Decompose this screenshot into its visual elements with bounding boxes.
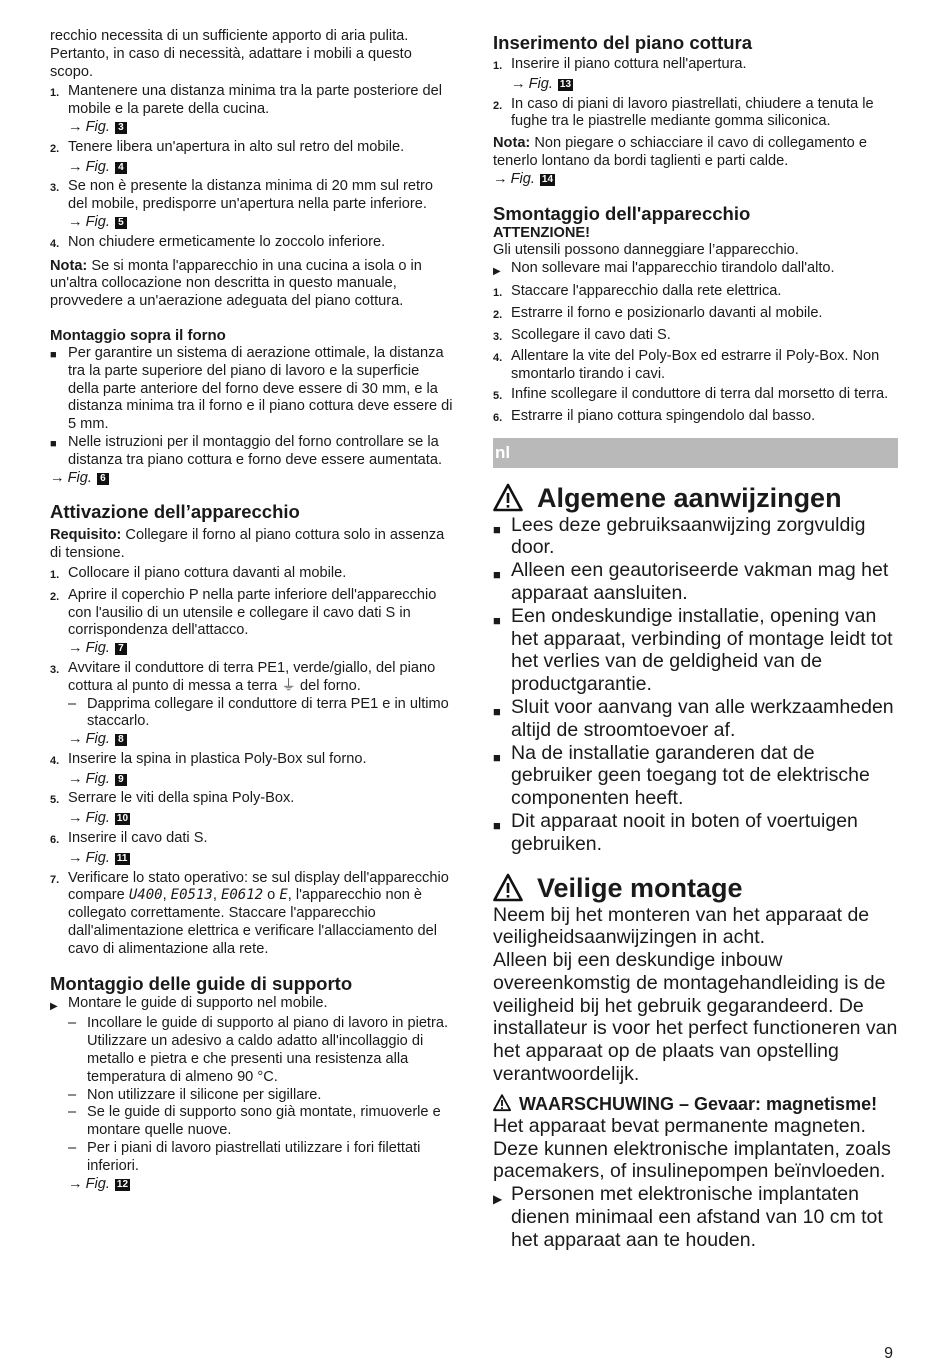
heading-algemene: [493, 482, 898, 514]
arrow-icon: →: [68, 158, 83, 175]
step-text-content: Se non è presente la distanza minima di 20 mm sul retro del mobile, predisporre un'apertura nella parte inferiore.: [68, 178, 434, 213]
fig-label: Fig.: [85, 849, 110, 866]
step-number: 2.: [50, 142, 60, 155]
step-text-content: In caso di piani di lavoro piastrellati, chiudere a tenuta le fughe tra le piastrelle mediante gomma siliconica.: [511, 95, 874, 130]
warning-icon: [493, 483, 523, 513]
heading-text: Algemene aanwijzingen: [537, 482, 842, 513]
requisito-text: Collegare il forno al piano cottura solo in assenza di tensione.: [50, 527, 445, 562]
steps-list-1: [50, 83, 454, 253]
requisito-label: Requisito:: [50, 527, 122, 544]
nota-text: Se si monta l'apparecchio in una cucina a isola o in un'altra collocazione non descritta in questo manuale, provvedere a un'aerazione adeguata del piano cottura.: [50, 257, 422, 310]
step-text-content: Aprire il coperchio P nella parte inferiore dell'apparecchio con l'ausilio di un utensile e collegare il cavo dati S in corrispondenza dell'attacco.: [68, 586, 437, 639]
step-text: [68, 660, 454, 696]
fig-number: 7: [115, 643, 127, 655]
fig-label: Fig.: [85, 118, 110, 135]
numbered-step: [493, 408, 898, 428]
square-bullet-icon: ■: [493, 567, 501, 583]
waarschuwing-paragraph: Het apparaat bevat permanente magneten. Deze kunnen elektronische implantaten, zoals pacemakers, of insulinepompen beïnvloeden.: [493, 1114, 891, 1183]
numbered-step: [50, 178, 454, 214]
nota-1: [50, 258, 454, 311]
figure-reference: [50, 214, 454, 232]
fig-number: 10: [116, 813, 129, 825]
fig-number: 3: [115, 122, 127, 134]
numbered-step: [50, 660, 454, 696]
figure-reference: [50, 771, 454, 789]
step-text-content: Allentare la vite del Poly-Box ed estrarre il Poly-Box. Non smontarlo tirando i cavi.: [511, 348, 880, 383]
square-bullet-icon: ■: [50, 437, 57, 450]
bullet-text: Na de installatie garanderen dat de gebruiker geen toegang tot de elektrische componenten heeft.: [511, 741, 870, 810]
dash-text: Per i piani di lavoro piastrellati utilizzare i fori filettati inferiori.: [87, 1140, 421, 1174]
bullet-item: [493, 605, 898, 696]
figure-reference: [50, 810, 454, 828]
step-text: [511, 348, 898, 384]
figure-reference: [493, 171, 898, 189]
veilige-paragraph-2: Alleen bij een deskundige inbouw overeenkomstig de montagehandleiding is de veiligheid bij het gebruik gegarandeerd. De installateur is voor het perfect functioneren van het apparaat op de plaats van opstelling verantwoordelijk.: [493, 949, 898, 1086]
step7-text-a: Verificare lo stato operativo: se sul display dell'apparecchio compare: [68, 869, 449, 904]
dash-icon: –: [68, 1104, 77, 1121]
action-item: [50, 995, 454, 1016]
display-code: E: [279, 887, 288, 904]
fig-label: Fig.: [85, 810, 110, 827]
square-bullet-icon: ■: [493, 703, 501, 719]
step-text-content: Inserire il piano cottura nell'apertura.: [511, 56, 747, 72]
heading-text: Veilige montage: [537, 872, 743, 903]
guide-dashes: [50, 1015, 454, 1175]
arrow-icon: →: [68, 770, 83, 787]
algemene-bullets: [493, 514, 898, 856]
separator: o: [263, 887, 280, 904]
heading-waarschuwing: [493, 1094, 898, 1115]
dash-text: Non utilizzare il silicone per sigillare.: [87, 1086, 322, 1103]
att-steps-list: [50, 565, 454, 696]
ins-steps-list: [493, 56, 898, 131]
bullet-item: [50, 345, 454, 434]
attenzione-label: ATTENZIONE!: [493, 224, 591, 241]
smo-steps-list: [493, 283, 898, 428]
page-number: 9: [884, 1345, 893, 1362]
numbered-step: [493, 386, 898, 406]
step-text: [511, 408, 898, 428]
step-text-content: Avvitare il conduttore di terra PE1, verde/giallo, del piano cottura al punto di messa a terra ⏚ del forno.: [68, 659, 436, 694]
step-number: 2.: [493, 308, 503, 321]
dash-item: [50, 1140, 454, 1176]
figure-reference: [50, 1176, 454, 1194]
dash-text: Incollare le guide di supporto al piano di lavoro in pietra. Utilizzare un adesivo a caldo adatto all'incollaggio di metallo e pietra e che presenti una resistenza alla temperatura di almeno 90 °C.: [87, 1015, 449, 1085]
nota-label: Nota:: [50, 257, 88, 274]
fig-label: Fig.: [85, 213, 110, 230]
step-number: 2.: [493, 99, 503, 112]
step-number: 3.: [50, 663, 60, 676]
step-text-content: Collocare il piano cottura davanti al mobile.: [68, 564, 347, 581]
action-item: [493, 1183, 898, 1251]
fig-label: Fig.: [85, 731, 110, 748]
dash-item: [50, 1015, 454, 1086]
dash-icon: –: [68, 1015, 77, 1032]
arrow-icon: →: [68, 1175, 83, 1192]
numbered-step: [50, 830, 454, 850]
dash-item: [50, 1087, 454, 1105]
att-steps-list-2: [50, 751, 454, 868]
step-text: [68, 139, 454, 159]
bullet-item: [493, 559, 898, 605]
arrow-icon: →: [493, 170, 508, 187]
step-number: 1.: [50, 568, 60, 581]
bullet-text: Per garantire un sistema di aerazione ottimale, la distanza tra la parte superiore del piano di lavoro e la superficie della parte anteriore del forno deve essere di 30 mm, e la distanza minima tra il forno e il piano cottura deve essere di 5 mm.: [68, 344, 453, 433]
heading-montaggio-forno: Montaggio sopra il forno: [50, 326, 226, 344]
heading-inserimento: Inserimento del piano cottura: [493, 32, 753, 53]
step-number: 6.: [50, 834, 60, 847]
figure-reference: [50, 159, 454, 177]
dash-text: Dapprima collegare il conduttore di terra PE1 e in ultimo staccarlo.: [87, 695, 449, 730]
bullet-item: [493, 810, 898, 856]
dash-text: Se le guide di supporto sono già montate, rimuoverle e montare quelle nuove.: [87, 1104, 441, 1139]
dash-item: [50, 1104, 454, 1140]
heading-veilige: [493, 872, 898, 904]
fig-number: 11: [116, 852, 128, 864]
dash-item: [50, 696, 454, 732]
step-text-content: Non chiudere ermeticamente lo zoccolo inferiore.: [68, 233, 386, 250]
numbered-step: [493, 96, 898, 132]
step-text-content: Serrare le viti della spina Poly-Box.: [68, 790, 295, 807]
step-number: 1.: [493, 286, 503, 299]
step-number: 7.: [50, 873, 60, 886]
bullet-item: [50, 434, 454, 470]
forno-bullets: [50, 345, 454, 470]
heading-text: WAARSCHUWING – Gevaar: magnetisme!: [519, 1093, 878, 1114]
fig-label: Fig.: [510, 170, 535, 187]
step-text: [68, 178, 454, 214]
veilige-paragraph-1: Neem bij het monteren van het apparaat de veiligheidsaanwijzingen in acht.: [493, 903, 870, 949]
square-bullet-icon: ■: [493, 817, 501, 833]
fig-number: 5: [115, 217, 127, 229]
square-bullet-icon: ■: [50, 348, 57, 361]
arrow-icon: →: [68, 640, 83, 657]
step-text: [68, 790, 454, 810]
bullet-text: Lees deze gebruiksaanwijzing zorgvuldig door.: [511, 513, 866, 559]
display-code: E0612: [220, 887, 264, 904]
warning-icon: [493, 1094, 511, 1112]
numbered-step: [493, 348, 898, 384]
numbered-step: [50, 790, 454, 810]
figure-reference: [50, 850, 454, 868]
separator: ,: [212, 887, 221, 904]
numbered-step: [50, 234, 454, 254]
display-code: E0513: [170, 887, 213, 904]
bullet-item: [493, 514, 898, 560]
step-text-content: Estrarre il forno e posizionarlo davanti al mobile.: [511, 304, 823, 321]
fig-label: Fig.: [67, 469, 92, 486]
fig-number: 4: [115, 162, 127, 174]
arrow-icon: →: [68, 731, 83, 748]
fig-label: Fig.: [85, 158, 110, 175]
step-number: 4.: [50, 754, 60, 767]
heading-smontaggio: Smontaggio dell'apparecchio: [493, 202, 751, 224]
warning-icon: [493, 873, 523, 903]
nota-2: [493, 135, 898, 171]
step-text-content: Inserire il cavo dati S.: [68, 830, 208, 847]
step-text: [511, 96, 898, 132]
bullet-text: Een ondeskundige installatie, opening van het apparaat, verbinding of montage leidt tot het verlies van de geldigheid van de productgarantie.: [511, 604, 893, 696]
action-text: Personen met elektronische implantaten dienen minimaal een afstand van 10 cm tot het apparaat aan te houden.: [511, 1183, 883, 1251]
numbered-step: [50, 83, 454, 119]
figure-reference: [50, 119, 454, 137]
fig-number: 8: [115, 734, 127, 746]
fig-number: 6: [97, 473, 109, 485]
heading-guide: Montaggio delle guide di supporto: [50, 972, 353, 994]
step-text-content: Tenere libera un'apertura in alto sul retro del mobile.: [68, 138, 405, 155]
step-text-content: Staccare l'apparecchio dalla rete elettrica.: [511, 282, 782, 299]
step-text: [511, 327, 898, 347]
step-number: 3.: [50, 182, 60, 195]
arrow-icon: →: [511, 75, 526, 92]
step-text: [68, 830, 454, 850]
action-text: Montare le guide di supporto nel mobile.: [68, 994, 328, 1011]
numbered-step: [493, 283, 898, 303]
attenzione-text: Gli utensili possono danneggiare l’apparecchio.: [493, 242, 799, 259]
fig-number: 9: [115, 774, 127, 786]
arrow-icon: →: [68, 118, 83, 135]
numbered-step: [493, 327, 898, 347]
step-text: [68, 234, 454, 254]
numbered-step: [493, 305, 898, 325]
bullet-text: Nelle istruzioni per il montaggio del forno controllare se la distanza tra piano cottura e forno deve essere aumentata.: [68, 433, 442, 468]
language-bar: nl: [493, 438, 898, 468]
left-column: [50, 28, 454, 1193]
step-text: [511, 283, 898, 303]
step-7: [50, 870, 454, 959]
triangle-bullet-icon: ▶: [493, 1192, 503, 1207]
figure-reference: [50, 640, 454, 658]
step-text-content: Inserire la spina in plastica Poly-Box sul forno.: [68, 750, 367, 767]
bullet-text: Dit apparaat nooit in boten of voertuigen gebruiken.: [511, 809, 858, 855]
step-number: 5.: [50, 794, 60, 807]
display-code: U400: [128, 887, 163, 904]
figure-reference: [493, 76, 898, 94]
action-text: Non sollevare mai l'apparecchio tirandolo dall'alto.: [511, 260, 835, 277]
step-number: 2.: [50, 590, 60, 603]
figure-reference: [50, 470, 454, 488]
nota-label: Nota:: [493, 135, 531, 152]
step-number: 1.: [50, 87, 60, 100]
step-number: 4.: [493, 352, 503, 365]
fig-number: 14: [541, 173, 554, 185]
square-bullet-icon: ■: [493, 749, 501, 765]
step7-text-b: , l'apparecchio non è collegato correttamente. Staccare l'apparecchio dall'alimentazione elettrica e verificare l'allacciamento del cavo di alimentazione alla rete.: [68, 887, 437, 957]
step-number: 4.: [50, 237, 60, 250]
dash-icon: –: [68, 1140, 77, 1157]
bullet-item: [493, 742, 898, 810]
fig-label: Fig.: [85, 770, 110, 787]
step-text-content: Scollegare il cavo dati S.: [511, 326, 671, 343]
numbered-step: [50, 587, 454, 640]
arrow-icon: →: [68, 213, 83, 230]
arrow-icon: →: [68, 849, 83, 866]
numbered-step: [50, 751, 454, 771]
step-text: [68, 870, 454, 959]
requisito: [50, 527, 454, 563]
right-column: [493, 28, 898, 1252]
separator: ,: [162, 887, 171, 904]
step-number: 3.: [493, 330, 503, 343]
arrow-icon: →: [50, 469, 65, 486]
step-text: [68, 587, 454, 640]
bullet-item: [493, 696, 898, 742]
triangle-bullet-icon: ▶: [50, 1000, 58, 1012]
step-number: 5.: [493, 389, 503, 402]
step-text: [511, 56, 898, 76]
fig-label: Fig.: [85, 640, 110, 657]
numbered-step: [493, 56, 898, 76]
numbered-step: [50, 139, 454, 159]
step-text: [68, 83, 454, 119]
square-bullet-icon: ■: [493, 612, 501, 628]
step-text: [511, 305, 898, 325]
square-bullet-icon: ■: [493, 521, 501, 537]
triangle-bullet-icon: ▶: [493, 266, 501, 278]
step-text: [511, 386, 898, 406]
dash-icon: –: [68, 695, 77, 712]
action-item: [493, 260, 898, 281]
step-text-content: Mantenere una distanza minima tra la parte posteriore del mobile e la parete della cucina.: [68, 83, 442, 118]
step-text: [68, 751, 454, 771]
step-text-content: Estrarre il piano cottura spingendolo dal basso.: [511, 407, 816, 424]
numbered-step: [50, 565, 454, 585]
step-text-content: Infine scollegare il conduttore di terra dal morsetto di terra.: [511, 385, 889, 402]
step-number: 6.: [493, 411, 503, 424]
dash-icon: –: [68, 1086, 77, 1103]
bullet-text: Sluit voor aanvang van alle werkzaamheden altijd de stroomtoevoer af.: [511, 695, 894, 741]
step-text: [68, 565, 454, 585]
figure-reference: [50, 731, 454, 749]
step-number: 1.: [493, 60, 503, 72]
intro-paragraph: recchio necessita di un sufficiente apporto di aria pulita. Pertanto, in caso di necessità, adattare i mobili a questo scopo.: [50, 28, 412, 80]
fig-number: 13: [559, 78, 572, 90]
bullet-text: Alleen een geautoriseerde vakman mag het apparaat aansluiten.: [511, 559, 889, 604]
nota-text: Non piegare o schiacciare il cavo di collegamento e tenerlo lontano da bordi taglienti e parti calde.: [493, 135, 867, 169]
fig-number: 12: [116, 1178, 129, 1190]
fig-label: Fig.: [528, 75, 553, 92]
heading-attivazione: Attivazione dell’apparecchio: [50, 501, 300, 523]
fig-label: Fig.: [85, 1175, 110, 1192]
arrow-icon: →: [68, 810, 83, 827]
